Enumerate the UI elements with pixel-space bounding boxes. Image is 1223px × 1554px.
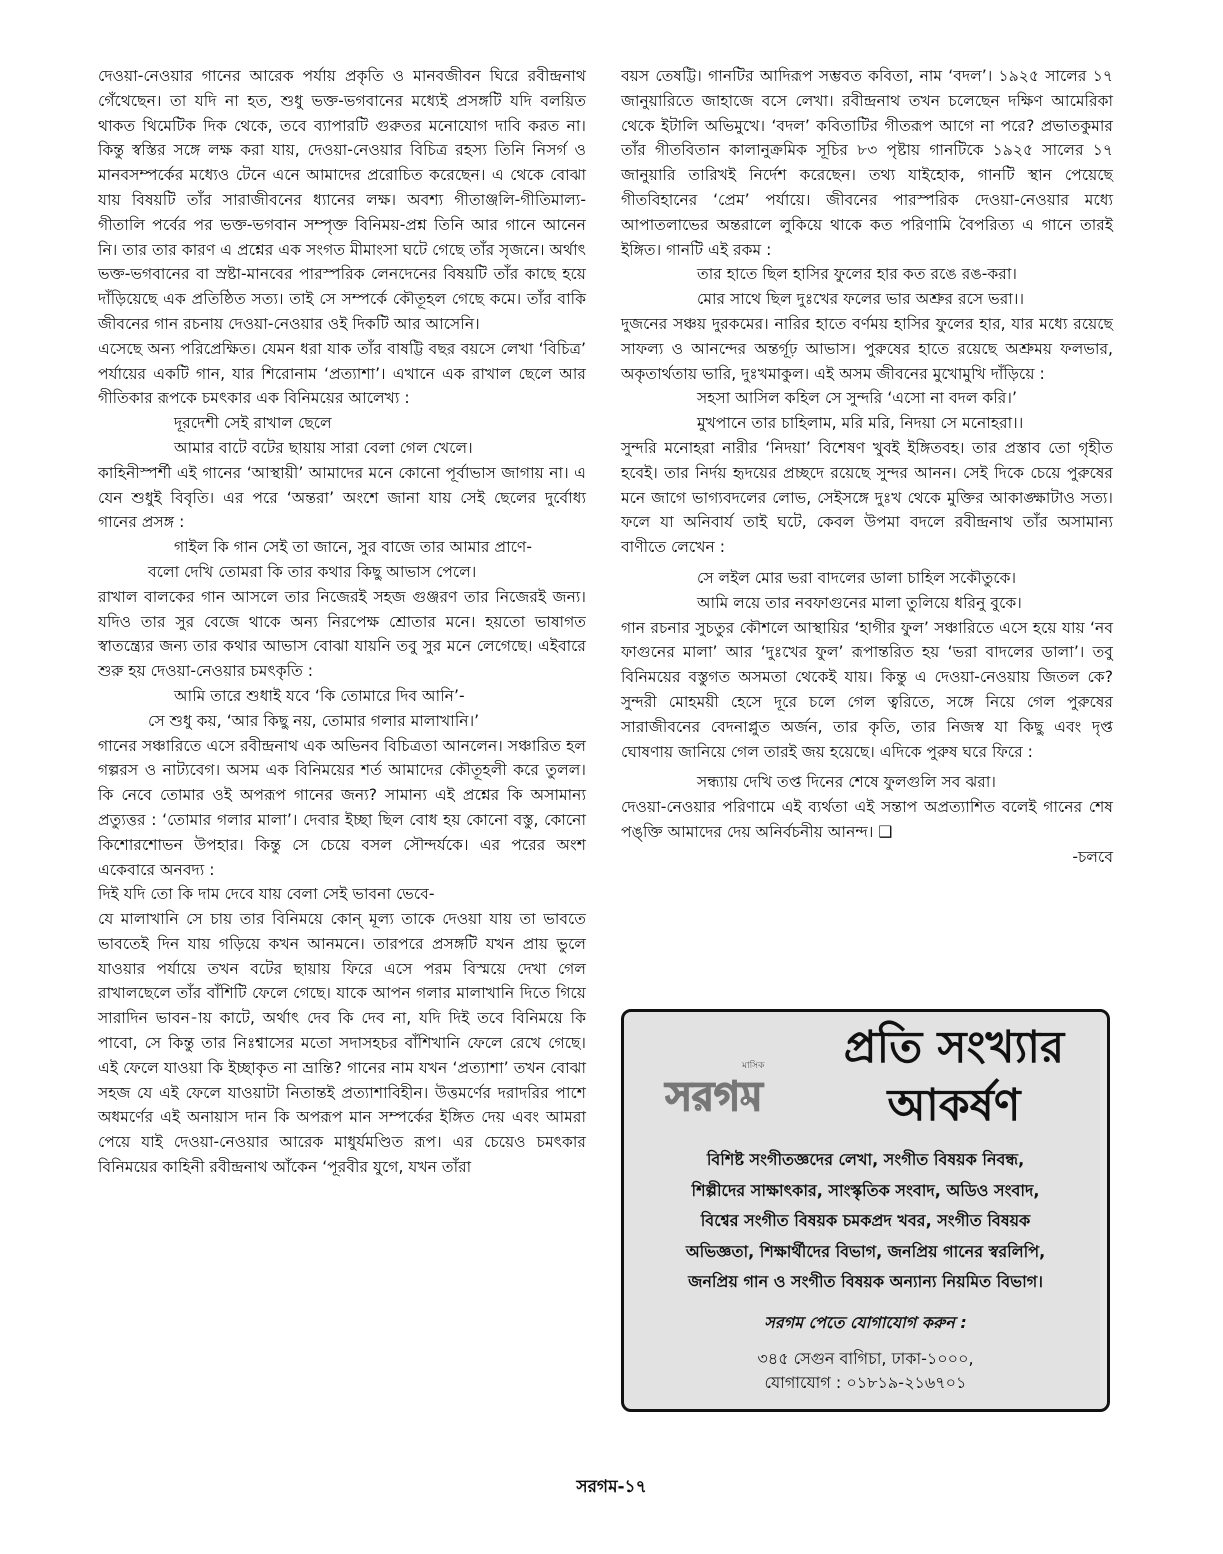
promo-contact-title: সরগম পেতে যোগাযোগ করুন : [764,1313,967,1332]
paragraph: সে শুধু কয়, ‘আর কিছু নয়, তোমার গলার মালাখানি।’ [148,711,480,730]
promo-line: শিল্পীদের সাক্ষাৎকার, সাংস্কৃতিক সংবাদ, অডিও সংবাদ, [691,1180,1040,1200]
paragraph: সন্ধ্যায় দেখি তপ্ত দিনের শেষে ফুলগুলি সব ঝরা। [697,773,996,792]
promo-heading-line2: আকর্ষণ [887,1080,1021,1131]
paragraph: যে মালাখানি সে চায় তার বিনিময়ে কোন্‌ মূল্য তাকে দেওয়া যায় তা ভাবতে ভাবতেই দিন যায় গড়িয়ে কখন আনমনে। তারপরে প্রসঙ্গটি যখন প্রায় ভুলে যাওয়ার পর্যায়ে তখন বটের ছায়ায় ফিরে এসে পরম বিস্ময়ে দেখা গেল রাখালছেলে তাঁর বাঁশিটি ফেলে গেছে। যাকে আপন গলার মালাখানি দিতে গিয়ে সারাদিন ভাবন-ায় কাটে, অর্থাৎ দেব কি দেব না, যদি দিই তবে বিনিময়ে কি পাবো, সে কিন্তু তার নিঃশ্বাসের মতো সদাসহচর বাঁশিখানি ফেলে রেখে গেছে। এই ফেলে যাওয়া কি ইচ্ছাকৃত না ভ্রান্তি? গানের নাম যখন ‘প্রত্যাশা’ তখন বোঝা সহজ যে এই ফেলে যাওয়াটা নিতান্তই প্রত্যাশাবিহীন। উত্তমর্ণের দরাদরির পাশে অধমর্ণের এই অনায়াস দান কি অপরূপ মান সম্পর্কের ইঙ্গিত দেয় এবং আমরা পেয়ে যাই দেওয়া-নেওয়ার আরেক মাধুর্যমণ্ডিত রূপ। এর চেয়েও চমৎকার বিনিময়ের কাহিনী রবীন্দ্রনাথ আঁকেন ‘পূরবীর যুগে, যখন তাঁরা [98,910,586,1177]
paragraph: সুন্দরি মনোহরা নারীর ‘নিদয়া’ বিশেষণ খুবই ইঙ্গিতবহ। তার প্রস্তাব তো গৃহীত হবেই। তার নির্দয় হৃদয়ের প্রচ্ছদে রয়েছে সুন্দর আনন। সেই দিকে চেয়ে পুরুষের মনে জাগে ভাগ্যবদলের লোভ, সেইসঙ্গে দুঃখ থেকে মুক্তির আকাঙ্ক্ষাটাও সত্য। ফলে যা অনিবার্য তাই ঘটে, কেবল উপমা বদলে রবীন্দ্রনাথ তাঁর অসামান্য বাণীতে লেখেন : [621,438,1113,557]
promo-phone: যোগাযোগ : ০১৮১৯-২১৬৭০১ [764,1373,967,1392]
paragraph: দেওয়া-নেওয়ার গানের আরেক পর্যায় প্রকৃতি ও মানবজীবন ঘিরে রবীন্দ্রনাথ গেঁথেছেন। তা যদি না হত, শুধু ভক্ত-ভগবানের মধ্যেই প্রসঙ্গটি যদি বলয়িত থাকত থিমেটিক দিক থেকে, তবে ব্যাপারটি গুরুতর মনোযোগ দাবি করত না। কিন্তু স্বস্তির সঙ্গে লক্ষ করা যায়, দেওয়া-নেওয়ার বিচিত্র রহস্য তিনি নিসর্গ ও মানবসম্পর্কের মধ্যেও টেনে এনে আমাদের প্ররোচিত করেছেন। এ থেকে বোঝা যায় বিষয়টি তাঁর সারাজীবনের ধ্যানের লক্ষ। অবশ্য গীতাঞ্জলি-গীতিমাল্য-গীতালি পর্বের পর ভক্ত-ভগবান সম্পৃক্ত বিনিময়-প্রশ্ন তিনি আর গানে আনেন নি। তার তার কারণ এ প্রশ্নের এক সংগত মীমাংসা ঘটে গেছে তাঁর সৃজনে। অর্থাৎ ভক্ত-ভগবানের বা স্রষ্টা-মানবের পারস্পরিক লেনদেনের বিষয়টি তাঁর কাছে হয়ে দাঁড়িয়েছে এক প্রতিষ্ঠিত সত্য। তাই সে সম্পর্কে কৌতূহল গেছে কমে। তাঁর বাকি জীবনের গান রচনায় দেওয়া-নেওয়ার ওই দিকটি আর আসেনি। [98,67,586,333]
paragraph: মুখপানে তার চাহিলাম, মরি মরি, নিদয়া সে মনোহরা।। [697,414,1024,433]
page-number: সরগম-১৭ [576,1477,647,1497]
paragraph: গান রচনার সুচতুর কৌশলে আস্থায়ির ‘হাগীর ফুল’ সঞ্চারিতে এসে হয়ে যায় ‘নব ফাগুনের মালা’ আর ‘দুঃখের ফুল’ রূপান্তরিত হয় ‘ভরা বাদলের ডালা’। তবু বিনিময়ের বস্তুগত অসমতা থেকেই যায়। কিন্তু এ দেওয়া-নেওয়ায় জিতল কে? সুন্দরী মোহময়ী হেসে দূরে চলে গেল ত্বরিতে, সঙ্গে নিয়ে গেল পুরুষের সারাজীবনের বেদনাপ্লুত অর্জন, তার কৃতি, তার নিজস্ব যা কিছু এবং দৃপ্ত ঘোষণায় জানিয়ে গেল তারই জয় হয়েছে। এদিকে পুরুষ ঘরে ফিরে : [621,618,1113,761]
paragraph: গাইল কি গান সেই তা জানে, সুর বাজে তার আমার প্রাণে- [174,538,532,557]
paragraph: আমার বাটে বটের ছায়ায় সারা বেলা গেল খেলে। [174,438,473,457]
promo-line: বিশিষ্ট সংগীতজ্ঞদের লেখা, সংগীত বিষয়ক নিবন্ধ, [706,1150,1025,1169]
promo-line: বিশ্বের সংগীত বিষয়ক চমকপ্রদ খবর, সংগীত বিষয়ক [700,1211,1031,1230]
paragraph: সহসা আসিল কহিল সে সুন্দরি ‘এসো না বদল করি।’ [697,389,1017,408]
article-left-column [98,64,586,1180]
logo-subtitle: মাসিক [742,1061,765,1071]
paragraph: বয়স তেষট্টি। গানটির আদিরূপ সম্ভবত কবিতা, নাম ‘বদল’। ১৯২৫ সালের ১৭ জানুয়ারিতে জাহাজে বসে লেখা। রবীন্দ্রনাথ তখন চলেছেন দক্ষিণ আমেরিকা থেকে ইটালি অভিমুখে। ‘বদল’ কবিতাটির গীতরূপ আগে না পরে? প্রভাতকুমার তাঁর গীতবিতান কালানুক্রমিক সূচির ৮৩ পৃষ্টায় গানটিকে ১৯২৫ সালের ১৭ জানুয়ারি তারিখই নির্দেশ করেছেন। তথ্য যাইহোক, গানটি স্থান পেয়েছে গীতবিহানের ‘প্রেম’ পর্যায়ে। জীবনের পারস্পরিক দেওয়া-নেওয়ার মধ্যে আপাতলাভের অন্তরালে লুকিয়ে থাকে কত পরিণামি বৈপরিত্য এ গানে তারই ইঙ্গিত। গানটি এই রকম : [621,67,1113,259]
paragraph: বলো দেখি তোমরা কি তার কথার কিছু আভাস পেলে। [148,562,477,581]
promo-heading-line1: প্রতি সংখ্যার [843,1022,1065,1073]
paragraph: তার হাতে ছিল হাসির ফুলের হার কত রঙে রঙ-করা। [697,265,1017,284]
sargam-logo [644,1056,784,1118]
promo-box [621,1009,1110,1412]
promo-address-block [634,1347,1097,1395]
paragraph: দিই যদি তো কি দাম দেবে যায় বেলা সেই ভাবনা ভেবে- [98,885,435,904]
paragraph: রাখাল বালকের গান আসলে তার নিজেরই সহজ গুঞ্জরণ তার নিজেরই জন্য। যদিও তার সুর বেজে থাকে অন্য নিরপেক্ষ শ্রোতার মনে। হয়তো ভাষাগত স্বাতন্ত্র্যের জন্য তার কথার আভাস বোঝা যায়নি তবু সুর মনে লেগেছে। এইবারে শুরু হয় দেওয়া-নেওয়ার চমৎকৃতি : [98,587,586,681]
promo-line: জনপ্রিয় গান ও সংগীত বিষয়ক অন্যান্য নিয়মিত বিভাগ। [688,1272,1043,1291]
article-right-column [621,64,1113,870]
promo-feature-list [634,1145,1097,1298]
paragraph: গানের সঞ্চারিতে এসে রবীন্দ্রনাথ এক অভিনব বিচিত্রতা আনলেন। সঞ্চারিত হল গল্পরস ও নাট্যবেগ। অসম এক বিনিময়ের শর্ত আমাদের কৌতূহলী করে তুলল। কি নেবে তোমার ওই অপরূপ গানের জন্য? সামান্য এই প্রশ্নের কি অসামান্য প্রত্যুত্তর : ‘তোমার গলার মালা’। দেবার ইচ্ছা ছিল বোধ হয় কোনো বস্তু, কোনো কিশোরশোভন উপহার। কিন্তু সে চেয়ে বসল সৌন্দর্যকে। এর পরের অংশ একেবারে অনবদ্য : [98,736,586,879]
paragraph: মোর সাথে ছিল দুঃখের ফলের ভার অশ্রুর রসে ভরা।। [697,290,1025,309]
promo-line: অভিজ্ঞতা, শিক্ষার্থীদের বিভাগ, জনপ্রিয় গানের স্বরলিপি, [685,1241,1046,1261]
paragraph: আমি লয়ে তার নবফাগুনের মালা তুলিয়ে ধরিনু বুকে। [697,593,1022,612]
paragraph: দুজনের সঞ্চয় দুরকমের। নারির হাতে বর্ণময় হাসির ফুলের হার, যার মধ্যে রয়েছে সাফল্য ও আনন্দের অন্তর্গূঢ় আভাস। পুরুষের হাতে রয়েছে অশ্রুময় ফলভার, অকৃতার্থতায় ভারি, দুঃখমাকুল। এই অসম জীবনের মুখোমুখি দাঁড়িয়ে : [621,314,1113,383]
paragraph: সে লইল মোর ভরা বাদলের ডালা চাহিল সকৌতুকে। [697,568,1017,587]
paragraph: কাহিনীস্পর্শী এই গানের ‘আস্থায়ী’ আমাদের মনে কোনো পূর্বাভাস জাগায় না। এ যেন শুধুই বিবৃতি। এর পরে ‘অন্তরা’ অংশে জানা যায় সেই ছেলের দুর্বোধ্য গানের প্রসঙ্গ : [98,463,586,532]
paragraph: এসেছে অন্য পরিপ্রেক্ষিত। যেমন ধরা যাক তাঁর বাষট্টি বছর বয়সে লেখা ‘বিচিত্র’ পর্যায়ের একটি গান, যার শিরোনাম ‘প্রত্যাশা’। এখানে এক রাখাল ছেলে আর গীতিকার রূপকে চমৎকার এক বিনিময়ের আলেখ্য : [98,339,586,408]
paragraph: দূরদেশী সেই রাখাল ছেলে [174,414,332,433]
promo-address: ৩৪৫ সেগুন বাগিচা, ঢাকা-১০০০, [757,1349,974,1368]
paragraph: আমি তারে শুধাই যবে ‘কি তোমারে দিব আনি’- [174,686,465,705]
paragraph: দেওয়া-নেওয়ার পরিণামে এই ব্যর্থতা এই সন্তাপ অপ্রত্যাশিত বলেই গানের শেষ পঙ্‌ক্তি আমাদের দেয় অনির্বচনীয় আনন্দ। ❑ [621,798,1113,841]
logo-title: সরগম [665,1074,763,1118]
paragraph: -চলবে [1072,847,1113,866]
